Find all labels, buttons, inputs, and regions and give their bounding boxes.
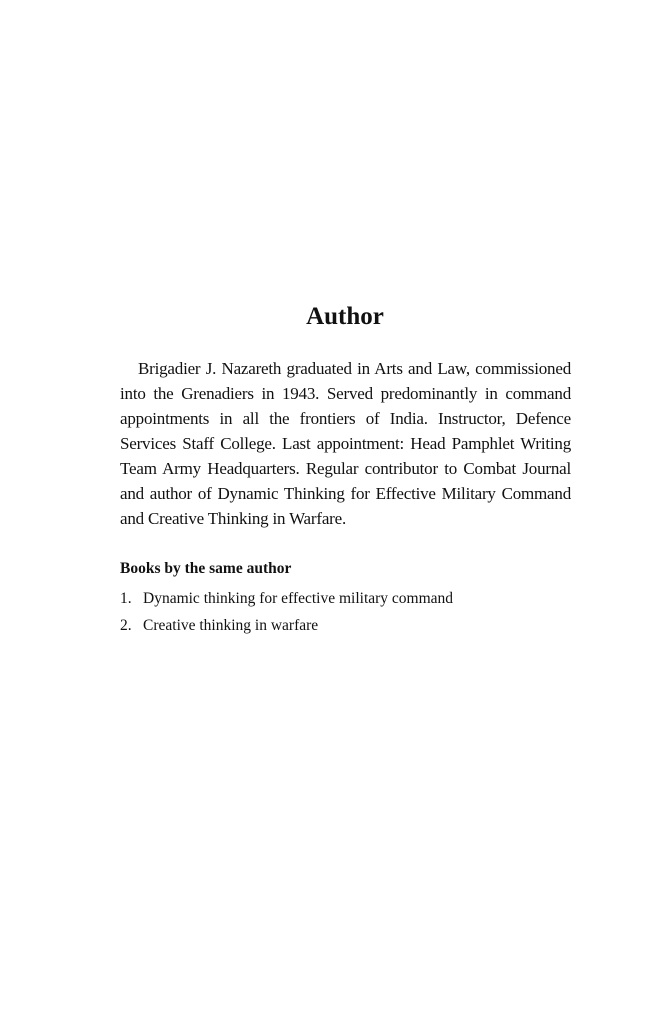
list-item-title: Creative thinking in warfare (143, 617, 319, 634)
list-item (120, 612, 453, 639)
author-bio: Brigadier J. Nazareth graduated in Arts and Law, commissioned into the Grenadiers in 1943. Served predominantly in command appointments in all the frontiers of India. Instructor, Defence Services Staff College. Last appointment: Head Pamphlet Writing Team Army Headquarters. Regular contributor to Combat Journal and author of Dynamic Thinking for Effective Military Command and Creative Thinking in Warfare. (120, 359, 571, 528)
page-title: Author (306, 303, 384, 330)
books-section-heading: Books by the same author (120, 560, 292, 577)
list-item-title: Dynamic thinking for effective military command (143, 590, 454, 607)
list-item-number: 2. (120, 617, 132, 634)
books-list (120, 585, 453, 639)
list-item (120, 585, 453, 612)
list-item-number: 1. (120, 590, 132, 607)
